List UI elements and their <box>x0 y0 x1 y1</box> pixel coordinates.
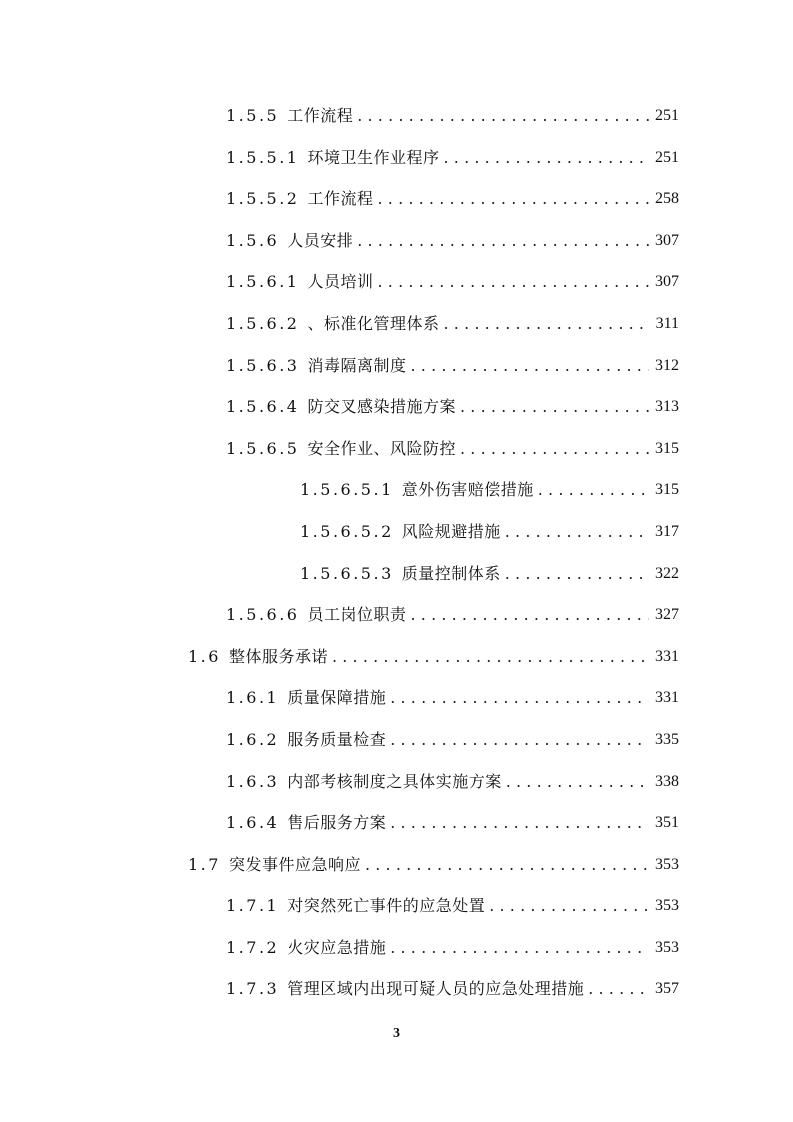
toc-entry[interactable] <box>226 187 679 211</box>
toc-entry-number: 1.5.6.3 <box>226 356 300 375</box>
toc-entry-page: 315 <box>655 481 679 498</box>
toc-entry-title: 安全作业、风险防控 <box>307 439 456 458</box>
toc-entry-number: 1.5.6.5.2 <box>300 522 394 541</box>
dot-leader <box>444 312 650 336</box>
toc-entry-page: 317 <box>655 523 679 540</box>
toc-entry-title: 工作流程 <box>287 106 354 125</box>
dot-leader <box>390 728 649 752</box>
toc-entry-number: 1.5.6.5.1 <box>300 480 394 499</box>
toc-entry[interactable] <box>188 645 679 669</box>
toc-entry-page: 357 <box>655 980 679 997</box>
toc-entry-number: 1.6.2 <box>226 730 280 749</box>
toc-entry-page: 307 <box>655 273 679 290</box>
toc-entry-page: 251 <box>655 149 679 166</box>
toc-entry-number: 1.6.4 <box>226 813 280 832</box>
toc-entry-page: 331 <box>655 689 679 706</box>
toc-entry-number: 1.7 <box>188 855 221 874</box>
toc-entry[interactable] <box>226 770 679 794</box>
toc-entry-page: 312 <box>655 357 679 374</box>
toc-entry[interactable] <box>226 229 679 253</box>
toc-entry-page: 251 <box>655 107 679 124</box>
dot-leader <box>357 229 649 253</box>
toc-entry-number: 1.7.1 <box>226 896 280 915</box>
toc-entry-number: 1.6 <box>188 647 221 666</box>
toc-entry[interactable] <box>226 146 679 170</box>
dot-leader <box>411 603 650 627</box>
toc-entry-number: 1.7.3 <box>226 979 280 998</box>
toc-entry-page: 307 <box>655 232 679 249</box>
toc-entry[interactable] <box>300 520 679 544</box>
toc-entry-number: 1.5.6.5.3 <box>300 564 394 583</box>
dot-leader <box>357 104 649 128</box>
toc-entry[interactable] <box>300 562 679 586</box>
dot-leader <box>332 645 649 669</box>
dot-leader <box>489 894 649 918</box>
toc-entry-title: 售后服务方案 <box>287 813 387 832</box>
toc-entry-title: 火灾应急措施 <box>287 938 387 957</box>
toc-entry-title: 对突然死亡事件的应急处置 <box>287 896 486 915</box>
toc-entry-number: 1.5.6.5 <box>226 439 300 458</box>
toc-entry-page: 322 <box>655 565 679 582</box>
toc-entry-page: 315 <box>655 440 679 457</box>
dot-leader <box>390 686 649 710</box>
toc-entry-title: 管理区域内出现可疑人员的应急处理措施 <box>287 979 585 998</box>
dot-leader <box>378 187 650 211</box>
toc-entry-page: 335 <box>655 731 679 748</box>
dot-leader <box>365 853 649 877</box>
toc-entry-number: 1.5.6 <box>226 231 280 250</box>
dot-leader <box>505 562 649 586</box>
toc-entry-title: 防交叉感染措施方案 <box>307 397 456 416</box>
dot-leader <box>506 770 649 794</box>
dot-leader <box>444 146 650 170</box>
toc-entry-page: 331 <box>655 648 679 665</box>
toc-entry-number: 1.7.2 <box>226 938 280 957</box>
toc-entry-page: 258 <box>655 190 679 207</box>
toc-entry[interactable] <box>226 894 679 918</box>
toc-entry-title: 消毒隔离制度 <box>307 356 407 375</box>
toc-entry[interactable] <box>226 977 679 1001</box>
toc-entry-number: 1.6.3 <box>226 772 280 791</box>
toc-entry-title: 意外伤害赔偿措施 <box>401 480 534 499</box>
toc-entry-number: 1.5.6.4 <box>226 397 300 416</box>
toc-entry-page: 327 <box>655 606 679 623</box>
toc-entry-page: 353 <box>655 939 679 956</box>
toc-entry-title: 内部考核制度之具体实施方案 <box>287 772 502 791</box>
toc-entry-title: 工作流程 <box>307 189 374 208</box>
toc-entry-number: 1.5.5.1 <box>226 148 300 167</box>
toc-entry-title: 、标准化管理体系 <box>307 314 440 333</box>
toc-entry-title: 员工岗位职责 <box>307 605 407 624</box>
toc-entry[interactable] <box>226 603 679 627</box>
toc-entry-title: 人员培训 <box>307 272 374 291</box>
toc-entry-page: 353 <box>655 856 679 873</box>
toc-entry-number: 1.5.6.2 <box>226 314 300 333</box>
page-number: 3 <box>393 1026 400 1041</box>
toc-entry-page: 313 <box>655 398 679 415</box>
dot-leader <box>460 395 649 419</box>
toc-entry-number: 1.5.5.2 <box>226 189 300 208</box>
toc-entry[interactable] <box>226 686 679 710</box>
toc-entry-title: 质量控制体系 <box>401 564 501 583</box>
toc-entry[interactable] <box>226 728 679 752</box>
toc-entry-page: 353 <box>655 897 679 914</box>
toc-entry[interactable] <box>226 936 679 960</box>
toc-entry[interactable] <box>226 437 679 461</box>
toc-entry[interactable] <box>226 811 679 835</box>
toc-entry-number: 1.6.1 <box>226 688 280 707</box>
toc-entry[interactable] <box>226 395 679 419</box>
dot-leader <box>378 270 650 294</box>
toc-entry-title: 服务质量检查 <box>287 730 387 749</box>
toc-entry-title: 整体服务承诺 <box>228 647 328 666</box>
dot-leader <box>538 478 649 502</box>
dot-leader <box>460 437 649 461</box>
toc-entry[interactable] <box>226 312 679 336</box>
dot-leader <box>505 520 649 544</box>
toc-entry[interactable] <box>300 478 679 502</box>
toc-entry-number: 1.5.6.6 <box>226 605 300 624</box>
toc-entry-title: 环境卫生作业程序 <box>307 148 440 167</box>
toc-entry[interactable] <box>188 853 679 877</box>
dot-leader <box>588 977 649 1001</box>
toc-entry[interactable] <box>226 270 679 294</box>
toc-entry-number: 1.5.6.1 <box>226 272 300 291</box>
toc-entry-page: 338 <box>655 773 679 790</box>
toc-entry[interactable] <box>226 104 679 128</box>
dot-leader <box>390 936 649 960</box>
toc-entry-number: 1.5.5 <box>226 106 280 125</box>
dot-leader <box>411 354 650 378</box>
toc-entry-title: 质量保障措施 <box>287 688 387 707</box>
toc-entry-page: 311 <box>655 315 679 332</box>
dot-leader <box>390 811 649 835</box>
toc-entry-page: 351 <box>655 814 679 831</box>
toc-entry[interactable] <box>226 354 679 378</box>
toc-entry-title: 风险规避措施 <box>401 522 501 541</box>
toc-entry-title: 突发事件应急响应 <box>228 855 361 874</box>
toc-entry-title: 人员安排 <box>287 231 354 250</box>
